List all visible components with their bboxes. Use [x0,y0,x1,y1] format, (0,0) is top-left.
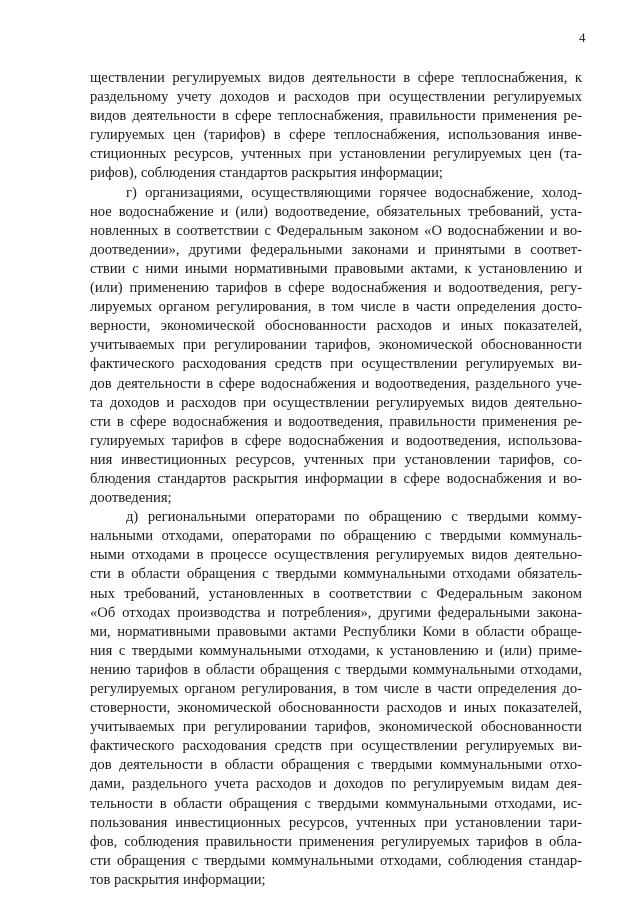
text-line: та доходов и расходов при осуществлении регулируемых видов деятельно- [90,394,582,411]
text-line: фактического расходования средств при осуществлении регулируемых ви- [90,356,582,373]
text-line: ния инвестиционных ресурсов, учтенных при установлении тарифов, со- [90,451,582,468]
text-line: ществлении регулируемых видов деятельности в сфере теплоснабжения, к [90,70,582,86]
text-line: рифов), соблюдения стандартов раскрытия информации; [90,165,443,182]
text-line: доотведении», другими федеральными законами и принятыми в соответ- [90,241,582,258]
text-line: учитываемых при регулировании тарифов, экономической обоснованности [90,337,582,354]
text-line: ными отходами в процессе осуществления регулируемых видов деятельно- [90,547,582,564]
text-line: учитываемых при регулировании тарифов, экономической обоснованности [90,719,582,736]
text-line: сти в сфере водоснабжения и водоотведения, правильности применения ре- [90,413,582,430]
text-line: стиционных ресурсов, учтенных при установлении регулируемых цен (та- [90,146,582,163]
text-line: пользования инвестиционных ресурсов, учтенных при установлении тари- [90,814,582,831]
text-line: ных требований, установленных в соответствии с Федеральным законом [90,585,582,602]
text-line: фактического расходования средств при осуществлении регулируемых ви- [90,738,582,755]
text-line: новленных в соответствии с Федеральным законом «О водоснабжении и во- [90,222,582,239]
text-line: гулируемых тарифов в сфере водоснабжения и водоотведения, использова- [90,432,582,449]
page-number: 4 [579,30,586,45]
paragraph-continuation [90,69,582,184]
text-line: лируемых органом регулирования, в том числе в части определения досто- [90,299,582,316]
document-body [90,69,582,890]
text-line: дами, раздельного учета расходов и доходов по регулируемым видам дея- [90,776,582,793]
text-line: регулируемых органом регулирования, в том числе в части определения до- [90,681,582,697]
text-line: (или) применению тарифов в сфере водоснабжения и водоотведения, регу- [90,280,582,297]
text-line: ми, нормативными правовыми актами Республики Коми в области обраще- [90,623,582,640]
text-line: ния с твердыми коммунальными отходами, к установлению и (или) приме- [90,642,582,659]
text-line: тов раскрытия информации; [90,871,266,888]
text-line: блюдения стандартов раскрытия информации в сфере водоснабжения и во- [90,470,582,487]
text-line: ное водоснабжение и (или) водоотведение, обязательных требований, уста- [90,203,582,220]
text-line: тельности в области обращения с твердыми коммунальными отходами, ис- [90,795,582,812]
text-line: верности, экономической обоснованности расходов и иных показателей, [90,318,582,335]
text-line: видов деятельности в сфере теплоснабжения, правильности применения ре- [90,108,582,125]
text-line: гулируемых цен (тарифов) в сфере теплоснабжения, использования инве- [90,127,582,144]
text-line: д) региональными операторами по обращению с твердыми комму- [126,509,582,526]
text-line: раздельному учету доходов и расходов при осуществлении регулируемых [90,89,582,106]
text-line: доотведения; [90,490,172,507]
text-line: сти в области обращения с твердыми коммунальными отходами обязатель- [90,566,582,583]
text-line: сти обращения с твердыми коммунальными отходами, соблюдения стандар- [90,852,582,869]
text-line: нальными отходами, операторами по обращению с твердыми коммуналь- [90,528,582,545]
text-line: «Об отходах производства и потребления», другими федеральными закона- [90,604,582,621]
text-line: ствии с ними иными нормативными правовыми актами, к установлению и [90,260,582,277]
text-line: г) организациями, осуществляющими горячее водоснабжение, холод- [126,184,582,201]
paragraph-item-g [90,184,582,509]
paragraph-item-d [90,508,582,890]
text-line: дов деятельности в сфере водоснабжения и водоотведения, раздельного уче- [90,375,582,392]
text-line: фов, соблюдения правильности применения регулируемых тарифов в обла- [90,833,582,850]
text-line: дов деятельности в области обращения с твердыми коммунальными отхо- [90,757,582,774]
text-line: стоверности, экономической обоснованности расходов и иных показателей, [90,700,582,717]
text-line: нению тарифов в области обращения с твердыми коммунальными отходами, [90,661,582,678]
